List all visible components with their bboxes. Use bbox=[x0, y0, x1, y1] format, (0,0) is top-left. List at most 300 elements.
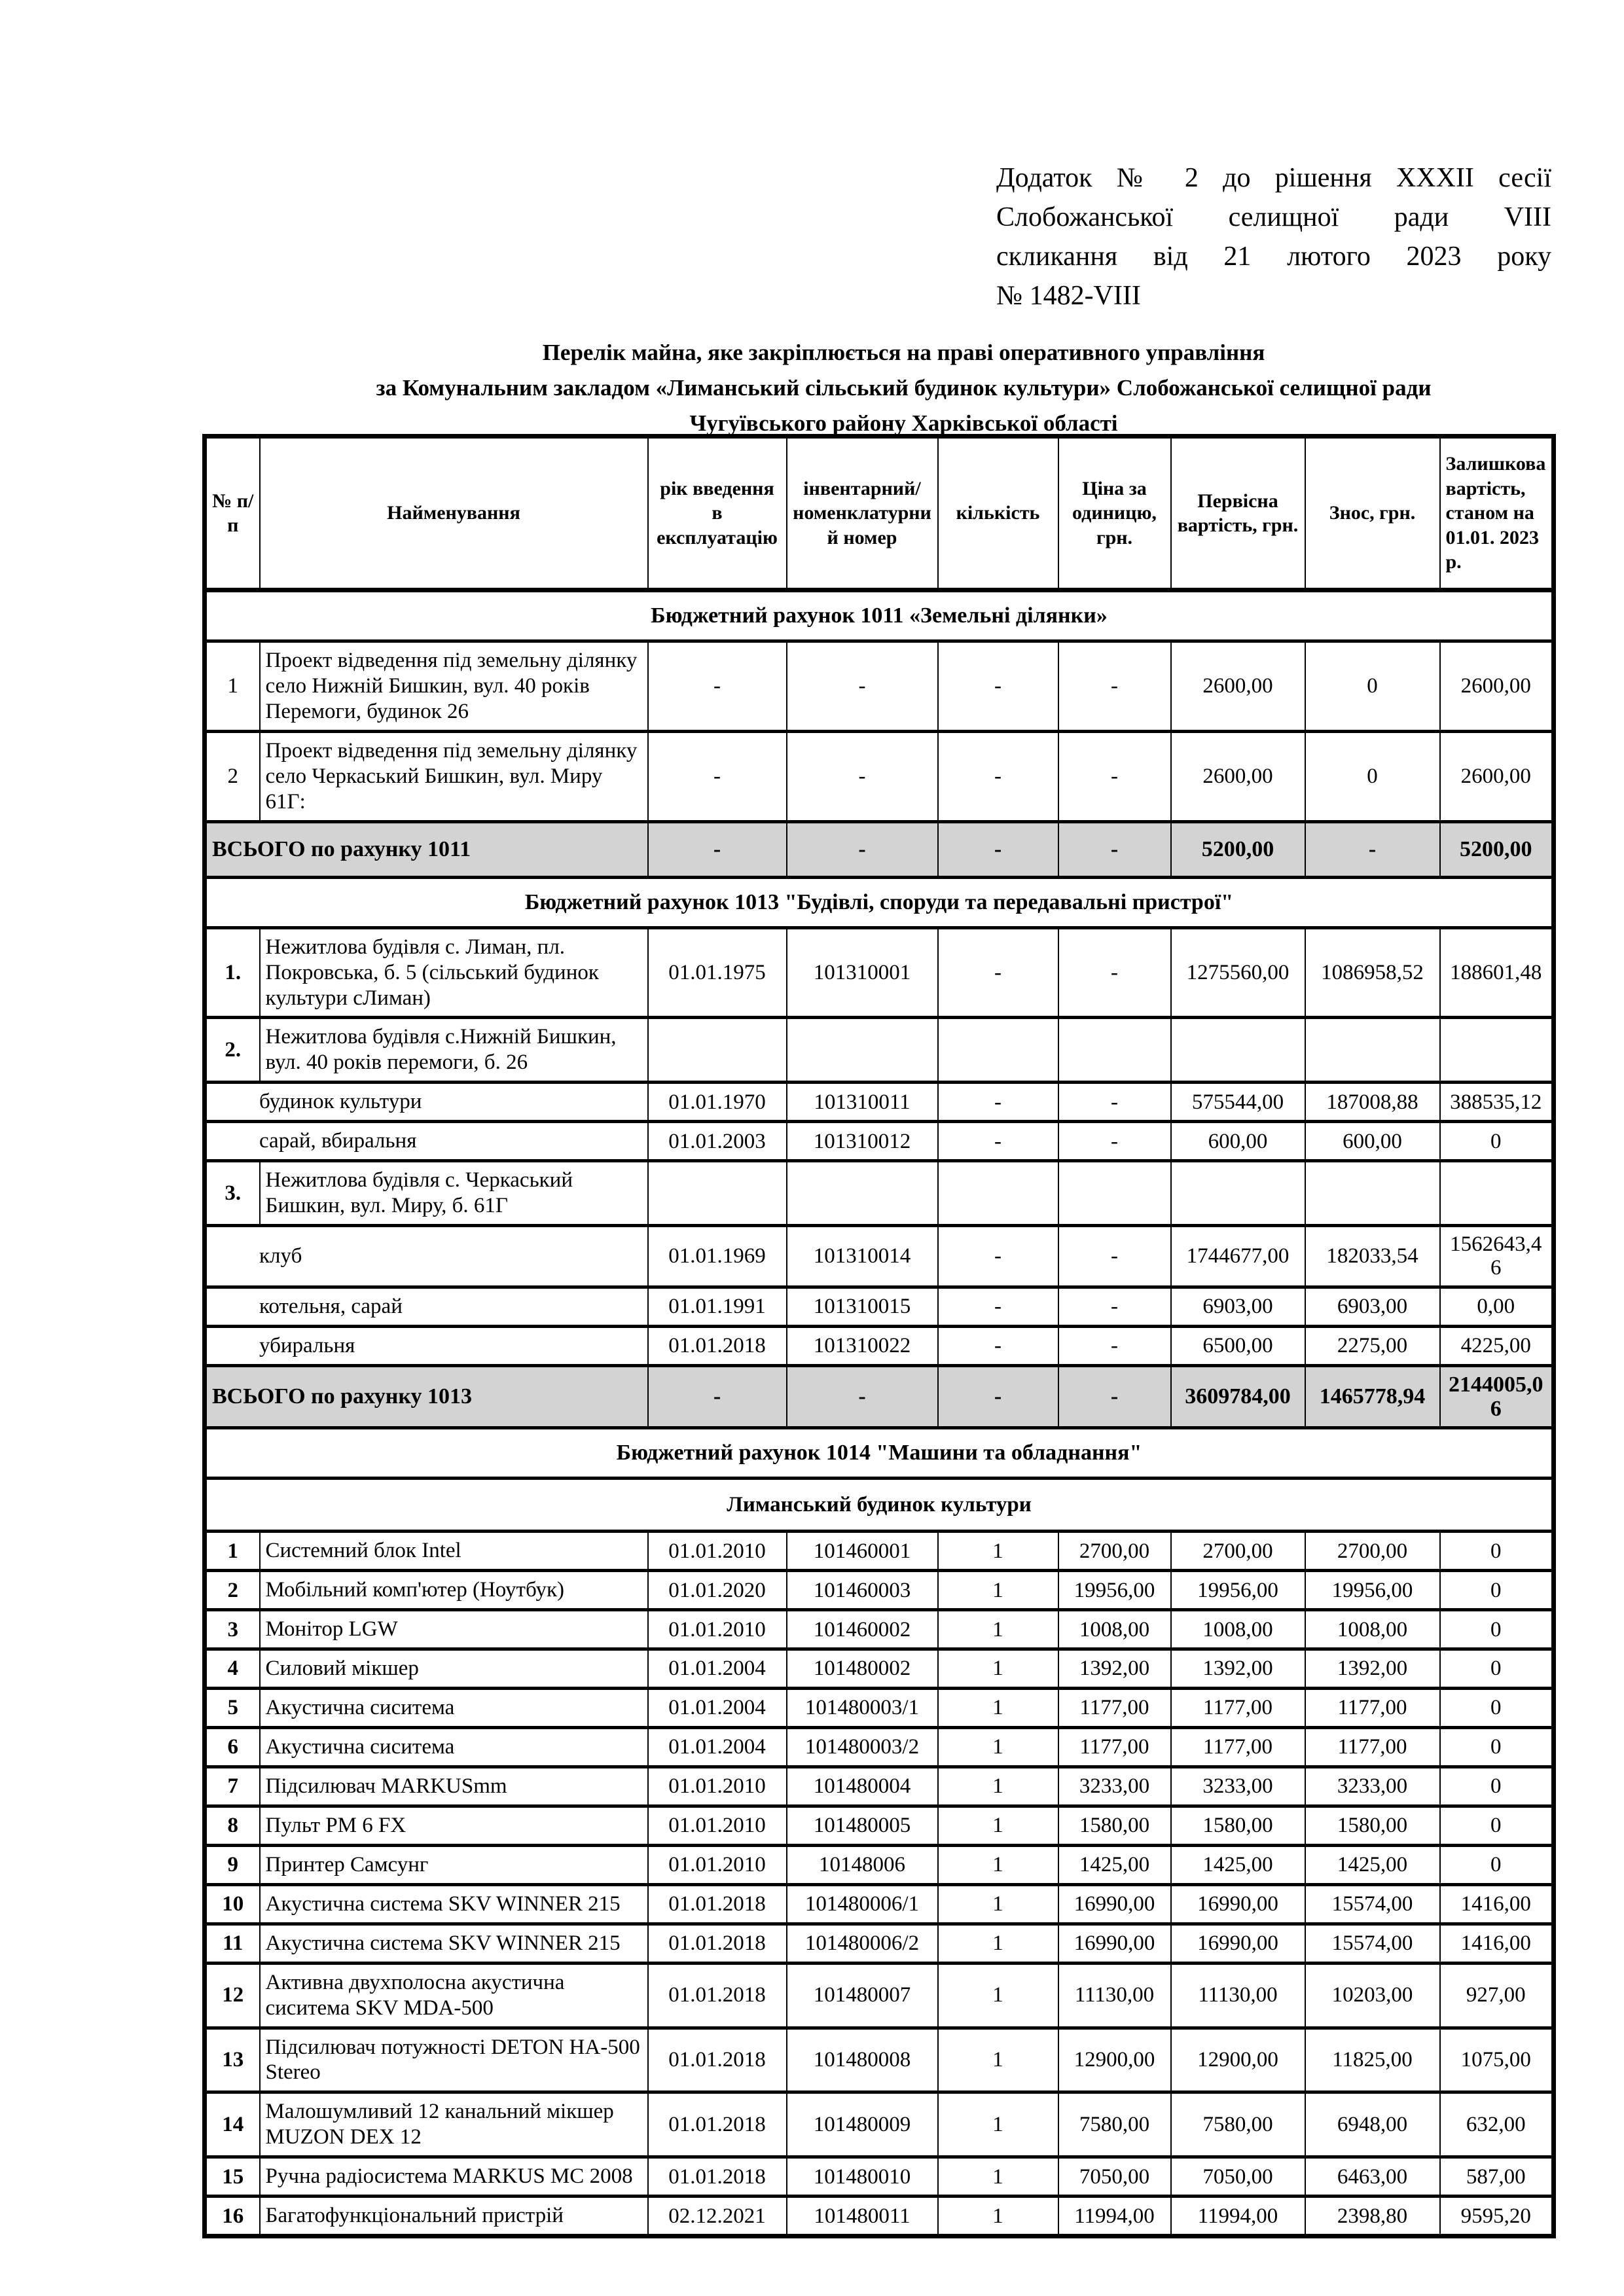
section-title-row bbox=[205, 590, 1554, 641]
value-cell: 587,00 bbox=[1440, 2157, 1554, 2197]
value-cell: 01.01.2004 bbox=[648, 1649, 787, 1689]
item-row bbox=[205, 1924, 1554, 1963]
value-cell: 2600,00 bbox=[1171, 641, 1305, 732]
value-cell: 101480009 bbox=[787, 2092, 938, 2157]
item-name-cell: Нежитлова будівля с. Черкаський Бишкин, вул. Миру, б. 61Г bbox=[260, 1161, 648, 1226]
total-value-cell: - bbox=[938, 821, 1058, 877]
value-cell: - bbox=[1058, 641, 1171, 732]
value-cell: 1008,00 bbox=[1058, 1610, 1171, 1649]
value-cell: 1 bbox=[938, 2028, 1058, 2092]
item-row bbox=[205, 641, 1554, 732]
value-cell bbox=[1305, 1018, 1440, 1083]
value-cell: 101480002 bbox=[787, 1649, 938, 1689]
value-cell: 0 bbox=[1305, 641, 1440, 732]
value-cell: 6948,00 bbox=[1305, 2092, 1440, 2157]
item-name-cell: Пульт РМ 6 FX bbox=[260, 1806, 648, 1845]
value-cell: 0 bbox=[1440, 1728, 1554, 1767]
value-cell: - bbox=[787, 641, 938, 732]
value-cell: 101480007 bbox=[787, 1963, 938, 2028]
total-value-cell: - bbox=[1058, 1365, 1171, 1428]
value-cell: - bbox=[1058, 1226, 1171, 1287]
value-cell: 7580,00 bbox=[1058, 2092, 1171, 2157]
value-cell: 101480008 bbox=[787, 2028, 938, 2092]
value-cell: - bbox=[938, 1287, 1058, 1326]
value-cell: 6903,00 bbox=[1305, 1287, 1440, 1326]
value-cell bbox=[1305, 1161, 1440, 1226]
value-cell: 01.01.2010 bbox=[648, 1610, 787, 1649]
value-cell: 101480006/1 bbox=[787, 1884, 938, 1924]
value-cell: 01.01.2010 bbox=[648, 1767, 787, 1806]
value-cell: 188601,48 bbox=[1440, 927, 1554, 1018]
group-subheader: Лиманський будинок культури bbox=[205, 1479, 1554, 1532]
value-cell: 16990,00 bbox=[1171, 1924, 1305, 1963]
value-cell: - bbox=[1058, 731, 1171, 821]
value-cell: 1 bbox=[938, 1845, 1058, 1884]
value-cell: 1 bbox=[938, 1924, 1058, 1963]
value-cell: 3233,00 bbox=[1305, 1767, 1440, 1806]
item-row bbox=[205, 2197, 1554, 2236]
item-name-cell: Багатофункціональний пристрій bbox=[260, 2197, 648, 2236]
value-cell: 6500,00 bbox=[1171, 1326, 1305, 1365]
table-header-row bbox=[205, 437, 1554, 590]
item-name-cell: Проект відведення під земельну ділянку село Нижній Бишкин, вул. 40 років Перемоги, будинок 26 bbox=[260, 641, 648, 732]
value-cell: 15574,00 bbox=[1305, 1924, 1440, 1963]
value-cell bbox=[1171, 1161, 1305, 1226]
value-cell: 01.01.2020 bbox=[648, 1571, 787, 1610]
value-cell: 1 bbox=[938, 1806, 1058, 1845]
total-value-cell: - bbox=[1305, 821, 1440, 877]
total-value-cell: - bbox=[938, 1365, 1058, 1428]
value-cell: 16990,00 bbox=[1171, 1884, 1305, 1924]
value-cell: - bbox=[648, 731, 787, 821]
item-number-cell: 14 bbox=[205, 2092, 260, 2157]
column-header: рік введення в експлуатацію bbox=[648, 437, 787, 590]
value-cell: 7050,00 bbox=[1171, 2157, 1305, 2197]
item-row bbox=[205, 1571, 1554, 1610]
item-number-cell: 3 bbox=[205, 1610, 260, 1649]
appendix-note bbox=[996, 158, 1551, 315]
item-row bbox=[205, 1845, 1554, 1884]
value-cell: 101310011 bbox=[787, 1083, 938, 1122]
item-row bbox=[205, 927, 1554, 1018]
item-name-cell: Ручна радіосистема MARKUS MC 2008 bbox=[260, 2157, 648, 2197]
value-cell: 1 bbox=[938, 1884, 1058, 1924]
value-cell: 1 bbox=[938, 2092, 1058, 2157]
value-cell: 1425,00 bbox=[1171, 1845, 1305, 1884]
item-number-cell: 12 bbox=[205, 1963, 260, 2028]
item-name-cell: Акустична система SKV WINNER 215 bbox=[260, 1884, 648, 1924]
value-cell: 1 bbox=[938, 1610, 1058, 1649]
value-cell: 0,00 bbox=[1440, 1287, 1554, 1326]
value-cell: 1 bbox=[938, 1963, 1058, 2028]
value-cell: 101310022 bbox=[787, 1326, 938, 1365]
value-cell: - bbox=[1058, 1287, 1171, 1326]
item-number-cell: 5 bbox=[205, 1689, 260, 1728]
column-header: Найменування bbox=[260, 437, 648, 590]
item-row bbox=[205, 2092, 1554, 2157]
value-cell: 632,00 bbox=[1440, 2092, 1554, 2157]
value-cell: 01.01.2018 bbox=[648, 2157, 787, 2197]
value-cell: 101310012 bbox=[787, 1122, 938, 1161]
value-cell: 0 bbox=[1440, 1806, 1554, 1845]
appendix-note-line: Слобожанської селищної ради VIII bbox=[996, 202, 1551, 232]
appendix-note-line: Додаток № 2 до рішення XXXII сесії bbox=[996, 163, 1551, 193]
value-cell: 01.01.2018 bbox=[648, 1924, 787, 1963]
item-row bbox=[205, 1610, 1554, 1649]
value-cell bbox=[648, 1161, 787, 1226]
value-cell: - bbox=[938, 731, 1058, 821]
sub-item-row bbox=[205, 1287, 1554, 1326]
item-name-cell: Активна двухполосна акустична сиситема SKV MDA-500 bbox=[260, 1963, 648, 2028]
column-header: Ціна за одиницю, грн. bbox=[1058, 437, 1171, 590]
total-value-cell: 5200,00 bbox=[1440, 821, 1554, 877]
value-cell bbox=[1440, 1161, 1554, 1226]
value-cell: 0 bbox=[1440, 1649, 1554, 1689]
value-cell: 1 bbox=[938, 1728, 1058, 1767]
value-cell: 575544,00 bbox=[1171, 1083, 1305, 1122]
value-cell: 101480005 bbox=[787, 1806, 938, 1845]
value-cell: 01.01.2018 bbox=[648, 1326, 787, 1365]
value-cell: 01.01.1975 bbox=[648, 927, 787, 1018]
value-cell: 600,00 bbox=[1305, 1122, 1440, 1161]
document-title-line: Перелік майна, яке закріплюється на праві оперативного управління bbox=[542, 340, 1265, 365]
value-cell: 2700,00 bbox=[1058, 1532, 1171, 1571]
item-number-cell: 1 bbox=[205, 641, 260, 732]
value-cell: 101480006/2 bbox=[787, 1924, 938, 1963]
value-cell: 0 bbox=[1440, 1689, 1554, 1728]
value-cell: 101460003 bbox=[787, 1571, 938, 1610]
value-cell: 1744677,00 bbox=[1171, 1226, 1305, 1287]
value-cell: 01.01.2018 bbox=[648, 2028, 787, 2092]
item-name-cell: Підсилювач потужності DETON HA-500 Stereo bbox=[260, 2028, 648, 2092]
value-cell: 1177,00 bbox=[1305, 1689, 1440, 1728]
value-cell: 2600,00 bbox=[1440, 641, 1554, 732]
item-row bbox=[205, 1649, 1554, 1689]
item-name-cell: убиральня bbox=[205, 1326, 648, 1365]
value-cell: 01.01.1970 bbox=[648, 1083, 787, 1122]
item-number-cell: 9 bbox=[205, 1845, 260, 1884]
value-cell: 1008,00 bbox=[1171, 1610, 1305, 1649]
value-cell bbox=[787, 1018, 938, 1083]
item-number-cell: 8 bbox=[205, 1806, 260, 1845]
value-cell: 01.01.2018 bbox=[648, 2092, 787, 2157]
item-row bbox=[205, 2028, 1554, 2092]
value-cell: 1392,00 bbox=[1305, 1649, 1440, 1689]
value-cell: - bbox=[938, 927, 1058, 1018]
table-body bbox=[205, 590, 1554, 2236]
value-cell bbox=[648, 1018, 787, 1083]
value-cell: 3233,00 bbox=[1058, 1767, 1171, 1806]
total-value-cell: 1465778,94 bbox=[1305, 1365, 1440, 1428]
section-title-row bbox=[205, 1428, 1554, 1479]
value-cell: 0 bbox=[1440, 1122, 1554, 1161]
value-cell: 1075,00 bbox=[1440, 2028, 1554, 2092]
value-cell bbox=[938, 1161, 1058, 1226]
value-cell: 01.01.2003 bbox=[648, 1122, 787, 1161]
item-name-cell: Силовий мікшер bbox=[260, 1649, 648, 1689]
value-cell: 1177,00 bbox=[1305, 1728, 1440, 1767]
sub-item-row bbox=[205, 1083, 1554, 1122]
item-name-cell: Акустична сиситема bbox=[260, 1728, 648, 1767]
value-cell: 0 bbox=[1440, 1610, 1554, 1649]
inventory-table bbox=[202, 434, 1556, 2238]
value-cell: 1416,00 bbox=[1440, 1924, 1554, 1963]
item-row bbox=[205, 1018, 1554, 1083]
value-cell bbox=[1058, 1018, 1171, 1083]
total-value-cell: - bbox=[1058, 821, 1171, 877]
total-value-cell: - bbox=[648, 821, 787, 877]
column-header: інвентарний/ номенклатурний номер bbox=[787, 437, 938, 590]
value-cell: 1177,00 bbox=[1171, 1728, 1305, 1767]
item-name-cell: Нежитлова будівля с. Лиман, пл. Покровська, б. 5 (сільський будинок культури сЛиман) bbox=[260, 927, 648, 1018]
value-cell: 19956,00 bbox=[1171, 1571, 1305, 1610]
section-title: Бюджетний рахунок 1014 "Машини та обладнання" bbox=[205, 1428, 1554, 1479]
value-cell: - bbox=[648, 641, 787, 732]
value-cell: 0 bbox=[1440, 1767, 1554, 1806]
item-name-cell: Нежитлова будівля с.Нижній Бишкин, вул. 40 років перемоги, б. 26 bbox=[260, 1018, 648, 1083]
value-cell: 15574,00 bbox=[1305, 1884, 1440, 1924]
value-cell: 2600,00 bbox=[1171, 731, 1305, 821]
value-cell: 1 bbox=[938, 2197, 1058, 2236]
value-cell: 10148006 bbox=[787, 1845, 938, 1884]
value-cell: 01.01.2010 bbox=[648, 1845, 787, 1884]
value-cell: - bbox=[787, 731, 938, 821]
appendix-note-line: № 1482-VIII bbox=[996, 281, 1141, 311]
value-cell: 187008,88 bbox=[1305, 1083, 1440, 1122]
item-row bbox=[205, 1728, 1554, 1767]
value-cell: 1 bbox=[938, 1571, 1058, 1610]
item-number-cell: 2. bbox=[205, 1018, 260, 1083]
item-number-cell: 11 bbox=[205, 1924, 260, 1963]
total-label: ВСЬОГО по рахунку 1013 bbox=[205, 1365, 648, 1428]
item-name-cell: Проект відведення під земельну ділянку село Черкаський Бишкин, вул. Миру 61Г: bbox=[260, 731, 648, 821]
total-value-cell: - bbox=[787, 821, 938, 877]
value-cell: 16990,00 bbox=[1058, 1924, 1171, 1963]
item-number-cell: 15 bbox=[205, 2157, 260, 2197]
value-cell: 0 bbox=[1440, 1845, 1554, 1884]
total-value-cell: - bbox=[787, 1365, 938, 1428]
value-cell: 7580,00 bbox=[1171, 2092, 1305, 2157]
value-cell: 2398,80 bbox=[1305, 2197, 1440, 2236]
value-cell: 0 bbox=[1305, 731, 1440, 821]
item-name-cell: Мобільний комп'ютер (Ноутбук) bbox=[260, 1571, 648, 1610]
column-header: Залишкова вартість, станом на 01.01. 2023 р. bbox=[1440, 437, 1554, 590]
value-cell: 101310001 bbox=[787, 927, 938, 1018]
item-row bbox=[205, 731, 1554, 821]
value-cell: 1 bbox=[938, 1689, 1058, 1728]
value-cell: 01.01.2004 bbox=[648, 1728, 787, 1767]
value-cell: 7050,00 bbox=[1058, 2157, 1171, 2197]
value-cell: 2700,00 bbox=[1171, 1532, 1305, 1571]
total-value-cell: 5200,00 bbox=[1171, 821, 1305, 877]
section-title: Бюджетний рахунок 1013 "Будівлі, споруди та передавальні пристрої" bbox=[205, 877, 1554, 927]
value-cell: 01.01.2018 bbox=[648, 1884, 787, 1924]
total-value-cell: 2144005,06 bbox=[1440, 1365, 1554, 1428]
value-cell: 1416,00 bbox=[1440, 1884, 1554, 1924]
value-cell bbox=[938, 1018, 1058, 1083]
group-subheader-row bbox=[205, 1479, 1554, 1532]
value-cell: - bbox=[938, 641, 1058, 732]
value-cell: 11130,00 bbox=[1058, 1963, 1171, 2028]
item-row bbox=[205, 1963, 1554, 2028]
sub-item-row bbox=[205, 1122, 1554, 1161]
item-number-cell: 10 bbox=[205, 1884, 260, 1924]
value-cell: 9595,20 bbox=[1440, 2197, 1554, 2236]
item-row bbox=[205, 1884, 1554, 1924]
value-cell: 1425,00 bbox=[1058, 1845, 1171, 1884]
value-cell: 1392,00 bbox=[1058, 1649, 1171, 1689]
value-cell: - bbox=[1058, 1122, 1171, 1161]
value-cell: 1425,00 bbox=[1305, 1845, 1440, 1884]
value-cell: 1177,00 bbox=[1058, 1728, 1171, 1767]
value-cell: - bbox=[938, 1122, 1058, 1161]
value-cell: 4225,00 bbox=[1440, 1326, 1554, 1365]
section-title: Бюджетний рахунок 1011 «Земельні ділянки» bbox=[205, 590, 1554, 641]
item-name-cell: клуб bbox=[205, 1226, 648, 1287]
total-label: ВСЬОГО по рахунку 1011 bbox=[205, 821, 648, 877]
document-title-line: за Комунальним закладом «Лиманський сільський будинок культури» Слобожанської селищної ради bbox=[376, 375, 1432, 401]
item-number-cell: 1 bbox=[205, 1532, 260, 1571]
column-header: Знос, грн. bbox=[1305, 437, 1440, 590]
column-header: кількість bbox=[938, 437, 1058, 590]
item-name-cell: Акустична сиситема bbox=[260, 1689, 648, 1728]
value-cell: - bbox=[938, 1226, 1058, 1287]
value-cell: 01.01.2004 bbox=[648, 1689, 787, 1728]
value-cell: 101480010 bbox=[787, 2157, 938, 2197]
appendix-note-line: скликання від 21 лютого 2023 року bbox=[996, 242, 1551, 272]
item-number-cell: 13 bbox=[205, 2028, 260, 2092]
value-cell: 0 bbox=[1440, 1532, 1554, 1571]
value-cell: 1 bbox=[938, 1532, 1058, 1571]
value-cell: - bbox=[1058, 1083, 1171, 1122]
value-cell: 19956,00 bbox=[1305, 1571, 1440, 1610]
item-number-cell: 16 bbox=[205, 2197, 260, 2236]
value-cell bbox=[1058, 1161, 1171, 1226]
value-cell: 11994,00 bbox=[1058, 2197, 1171, 2236]
value-cell: 01.01.2010 bbox=[648, 1806, 787, 1845]
item-name-cell: Системний блок Intel bbox=[260, 1532, 648, 1571]
value-cell: 11130,00 bbox=[1171, 1963, 1305, 2028]
value-cell: - bbox=[1058, 1326, 1171, 1365]
item-row bbox=[205, 1767, 1554, 1806]
item-name-cell: Малошумливий 12 канальний мікшер MUZON DEX 12 bbox=[260, 2092, 648, 2157]
value-cell: 388535,12 bbox=[1440, 1083, 1554, 1122]
value-cell: 1008,00 bbox=[1305, 1610, 1440, 1649]
total-value-cell: 3609784,00 bbox=[1171, 1365, 1305, 1428]
item-number-cell: 2 bbox=[205, 1571, 260, 1610]
value-cell: 6463,00 bbox=[1305, 2157, 1440, 2197]
value-cell: 1580,00 bbox=[1305, 1806, 1440, 1845]
value-cell bbox=[1440, 1018, 1554, 1083]
item-row bbox=[205, 2157, 1554, 2197]
item-name-cell: Монітор LGW bbox=[260, 1610, 648, 1649]
item-name-cell: Підсилювач MARKUSmm bbox=[260, 1767, 648, 1806]
item-name-cell: котельня, сарай bbox=[205, 1287, 648, 1326]
sub-item-row bbox=[205, 1326, 1554, 1365]
value-cell: 12900,00 bbox=[1058, 2028, 1171, 2092]
value-cell: 1562643,46 bbox=[1440, 1226, 1554, 1287]
value-cell: 101310015 bbox=[787, 1287, 938, 1326]
value-cell: 1177,00 bbox=[1171, 1689, 1305, 1728]
item-row bbox=[205, 1532, 1554, 1571]
item-number-cell: 6 bbox=[205, 1728, 260, 1767]
item-name-cell: Акустична система SKV WINNER 215 bbox=[260, 1924, 648, 1963]
item-row bbox=[205, 1689, 1554, 1728]
value-cell: 2275,00 bbox=[1305, 1326, 1440, 1365]
value-cell: 1580,00 bbox=[1058, 1806, 1171, 1845]
value-cell: 101480004 bbox=[787, 1767, 938, 1806]
value-cell: 101480003/1 bbox=[787, 1689, 938, 1728]
value-cell: 1392,00 bbox=[1171, 1649, 1305, 1689]
value-cell: 01.01.2018 bbox=[648, 1963, 787, 2028]
item-number-cell: 7 bbox=[205, 1767, 260, 1806]
value-cell: 1 bbox=[938, 2157, 1058, 2197]
item-name-cell: Принтер Самсунг bbox=[260, 1845, 648, 1884]
value-cell: - bbox=[938, 1326, 1058, 1365]
document-title bbox=[229, 335, 1578, 441]
value-cell: 101460002 bbox=[787, 1610, 938, 1649]
item-number-cell: 4 bbox=[205, 1649, 260, 1689]
value-cell: 600,00 bbox=[1171, 1122, 1305, 1161]
value-cell: 182033,54 bbox=[1305, 1226, 1440, 1287]
value-cell: - bbox=[1058, 927, 1171, 1018]
value-cell: 0 bbox=[1440, 1571, 1554, 1610]
section-title-row bbox=[205, 877, 1554, 927]
value-cell: 6903,00 bbox=[1171, 1287, 1305, 1326]
item-row bbox=[205, 1161, 1554, 1226]
column-header: № п/п bbox=[205, 437, 260, 590]
item-number-cell: 2 bbox=[205, 731, 260, 821]
value-cell: 12900,00 bbox=[1171, 2028, 1305, 2092]
total-value-cell: - bbox=[648, 1365, 787, 1428]
value-cell: 11825,00 bbox=[1305, 2028, 1440, 2092]
value-cell bbox=[1171, 1018, 1305, 1083]
document-title-line: Чугуївського району Харківської області bbox=[689, 410, 1118, 436]
value-cell: 19956,00 bbox=[1058, 1571, 1171, 1610]
value-cell: 02.12.2021 bbox=[648, 2197, 787, 2236]
item-name-cell: будинок культури bbox=[205, 1083, 648, 1122]
value-cell: 2600,00 bbox=[1440, 731, 1554, 821]
value-cell: 2700,00 bbox=[1305, 1532, 1440, 1571]
value-cell: 16990,00 bbox=[1058, 1884, 1171, 1924]
item-number-cell: 3. bbox=[205, 1161, 260, 1226]
value-cell: - bbox=[938, 1083, 1058, 1122]
total-row bbox=[205, 1365, 1554, 1428]
value-cell: 10203,00 bbox=[1305, 1963, 1440, 2028]
item-number-cell: 1. bbox=[205, 927, 260, 1018]
item-name-cell: сарай, вбиральня bbox=[205, 1122, 648, 1161]
value-cell: 1177,00 bbox=[1058, 1689, 1171, 1728]
value-cell: 1275560,00 bbox=[1171, 927, 1305, 1018]
value-cell: 3233,00 bbox=[1171, 1767, 1305, 1806]
value-cell: 11994,00 bbox=[1171, 2197, 1305, 2236]
value-cell: 01.01.2010 bbox=[648, 1532, 787, 1571]
value-cell: 101480011 bbox=[787, 2197, 938, 2236]
item-row bbox=[205, 1806, 1554, 1845]
total-row bbox=[205, 821, 1554, 877]
value-cell: 101310014 bbox=[787, 1226, 938, 1287]
value-cell bbox=[787, 1161, 938, 1226]
value-cell: 1 bbox=[938, 1767, 1058, 1806]
value-cell: 1086958,52 bbox=[1305, 927, 1440, 1018]
value-cell: 101480003/2 bbox=[787, 1728, 938, 1767]
value-cell: 927,00 bbox=[1440, 1963, 1554, 2028]
column-header: Первісна вартість, грн. bbox=[1171, 437, 1305, 590]
value-cell: 01.01.1991 bbox=[648, 1287, 787, 1326]
value-cell: 01.01.1969 bbox=[648, 1226, 787, 1287]
value-cell: 1 bbox=[938, 1649, 1058, 1689]
value-cell: 101460001 bbox=[787, 1532, 938, 1571]
